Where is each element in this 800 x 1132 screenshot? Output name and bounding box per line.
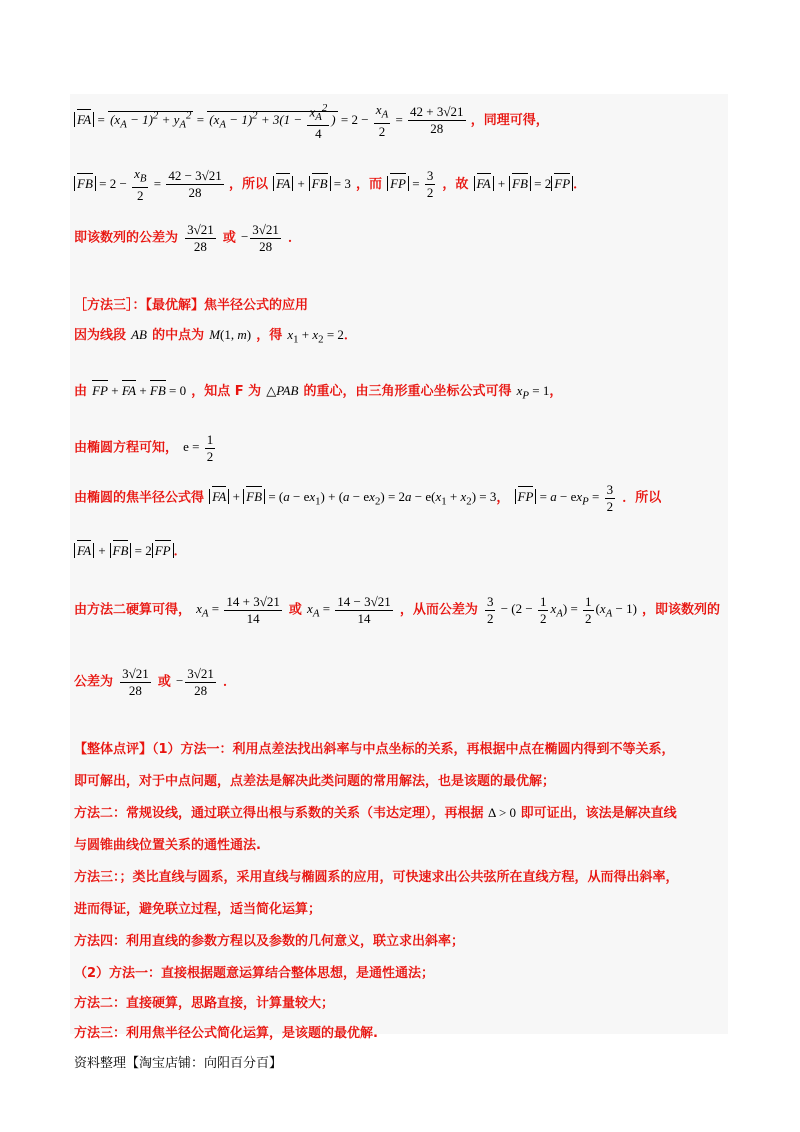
review-line-7: 方法四：利用直线的参数方程以及参数的几何意义，联立求出斜率；	[74, 934, 465, 949]
diff-result-line: 公差为 $\frac{3√21}{28}$ 或 − $\frac{3√21}{28}$ ．	[74, 666, 237, 698]
review-line-5: 方法三：；类比直线与圆系，采用直线与椭圆系的应用，可快速求出公共弦所在直线方程，从而得出斜率，	[74, 870, 679, 885]
triangle-pab: △PAB	[266, 383, 299, 398]
method3-heading: ［方法三］：【最优解】焦半径公式的应用	[74, 298, 309, 313]
ecc-line: 由椭圆方程可知， e = $\frac{1}{2}$	[74, 432, 217, 465]
or-text: 或	[222, 230, 236, 246]
review-line-8: （2）方法一：直接根据题意运算结合整体思想，是通性通法；	[74, 966, 435, 981]
xa-value-1: $x_A$ = $\frac{14 + 3√21}{14}$	[196, 594, 280, 626]
diff-positive: $\frac{3√21}{28}$	[187, 222, 214, 254]
review-line-6: 进而得证，避免联立过程，适当简化运算；	[74, 902, 322, 917]
diff-result-neg: − $\frac{3√21}{28}$	[175, 666, 214, 698]
footer-text: 资料整理【淘宝店铺：向阳百分百】	[74, 1056, 283, 1071]
review-line-10: 方法三：利用焦半径公式简化运算，是该题的最优解.	[74, 1026, 378, 1041]
diff-formula: $\frac{3}{2}$ − (2 − $\frac{1}{2}$ $x_A$) = $\frac{1}{2}$ $(x_A - 1)$	[486, 594, 637, 626]
and-text: ，而	[355, 176, 382, 192]
common-diff-intro: 即该数列的公差为	[74, 230, 179, 246]
vector-line: 由 FP + FA + FB = 0 ，知点 F 为 △PAB 的重心，由三角形重心坐标公式可得 $x_P = 1$，	[74, 383, 563, 402]
midpoint-line: 因为线段 AB 的中点为 M(1, m) ，得 $x_1 + x_2 = 2$．	[74, 327, 357, 346]
fp-focal: FP = $a - ex_P$ = $\frac{3}{2}$	[515, 489, 618, 504]
hard-calc-line: 由方法二硬算可得， $x_A$ = $\frac{14 + 3√21}{14}$ 或 $x_A$ = $\frac{14 - 3√21}{14}$ ，从而公差为 $\frac{3}{2}$ − (2 − $\frac{1}{2}$ $x_A$) = $\frac{1}{2}$ $(x_A - 1)$ ，即该数列的	[74, 594, 721, 626]
diff-negative: − $\frac{3√21}{28}$	[240, 222, 279, 254]
midpoint-m: M(1, m)	[209, 327, 252, 342]
focal-line: 由椭圆的焦半径公式得 FA + FB = $(a - ex_1) + (a - ex_2) = 2a - e(x_1 + x_2) = 3$， FP = $a - ex_P$ = $\frac{3}{2}$ ．所以	[74, 482, 662, 514]
fb-formula: FB = 2 − $\frac{x_B}{2}$ = $\frac{42 - 3√21}{28}$	[74, 176, 229, 191]
review-line-3: 方法二：常规设线，通过联立得出根与系数的关系（韦达定理），再根据 Δ > 0 即可证出，该法是解决直线	[74, 805, 677, 821]
same-reason-text: ，同理可得，	[470, 112, 549, 128]
arith-relation: FA + FB = 2 FP	[474, 176, 574, 191]
fa-formula-line	[74, 100, 549, 142]
x-sum: $x_1 + x_2 = 2$	[287, 327, 344, 346]
review-line-2: 即可解出，对于中点问题，点差法是解决此类问题的常用解法，也是该题的最优解；	[74, 774, 556, 789]
diff-result-pos: $\frac{3√21}{28}$	[122, 666, 149, 698]
review-line-4: 与圆锥曲线位置关系的通性通法.	[74, 838, 261, 853]
common-diff-line: 即该数列的公差为 $\frac{3√21}{28}$ 或 − $\frac{3√21}{28}$ ．	[74, 222, 302, 254]
therefore-text: ，故	[442, 176, 469, 192]
delta-condition: Δ > 0	[488, 805, 517, 820]
fp-value: FP = $\frac{3}{2}$	[387, 176, 437, 191]
ecc-value: e = $\frac{1}{2}$	[183, 432, 214, 464]
vector-sum: FP + FA + FB = 0	[92, 383, 187, 398]
xp-value: $x_P = 1$	[516, 383, 550, 402]
so-text: ，所以	[229, 176, 269, 192]
fb-formula-line: FB = 2 − $\frac{x_B}{2}$ = $\frac{42 - 3√21}{28}$ ，所以 FA + FB = 3 ，而 FP = $\frac{3}{2}$ ，故 FA + FB = 2 FP ．	[74, 166, 586, 204]
relation-line: FA + FB = 2 FP ．	[74, 540, 187, 559]
segment-ab: AB	[131, 327, 147, 342]
fa-fb-sum: FA + FB = 3	[273, 176, 351, 191]
fa-formula: FA = $(x_A - 1)^2 + y_A^2 = (x_A - 1)^2 + 3(1$ − $\frac{x_A^2}{4}$ ) = 2 − $\frac{x_A}{2}$ = $\frac{42 + 3√21}{28}$	[74, 112, 471, 127]
xa-value-2: $x_A$ = $\frac{14 - 3√21}{14}$	[307, 594, 391, 626]
relation: FA + FB = 2 FP	[74, 543, 174, 558]
review-line-9: 方法二：直接硬算，思路直接，计算量较大；	[74, 996, 335, 1011]
focal-formula: FA + FB = $(a - ex_1) + (a - ex_2) = 2a - e(x_1 + x_2) = 3$	[209, 489, 496, 504]
review-line-1: 【整体点评】（1）方法一：利用点差法找出斜率与中点坐标的关系，再根据中点在椭圆内得到不等关系，	[74, 742, 675, 757]
